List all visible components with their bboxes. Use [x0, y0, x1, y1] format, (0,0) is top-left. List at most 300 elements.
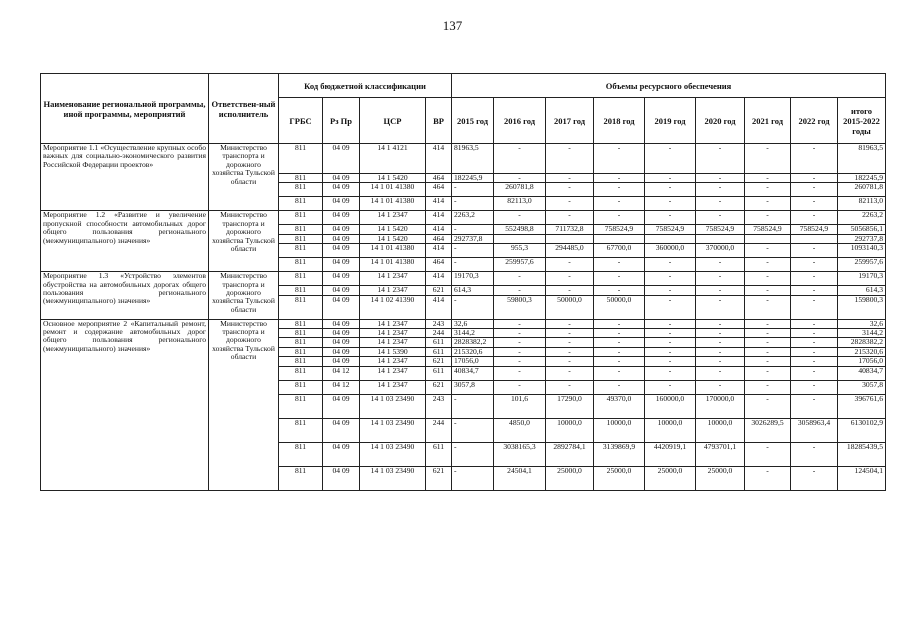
amount-cell: - [745, 466, 791, 490]
code-cell: 621 [426, 466, 452, 490]
amount-cell: - [494, 319, 546, 328]
amount-cell: - [594, 329, 645, 338]
header-year: 2018 год [594, 98, 645, 144]
amount-cell: - [791, 286, 838, 295]
amount-cell: 3057,8 [838, 380, 886, 394]
header-total: итого 2015-2022 годы [838, 98, 886, 144]
code-cell: 811 [279, 225, 323, 234]
amount-cell: - [594, 272, 645, 286]
program-name: Мероприятие 1.1 «Осуществление крупных особо важных для социально-экономического развития Российской Федерации проектов» [41, 144, 209, 211]
amount-cell: 101,6 [494, 394, 546, 418]
code-cell: 464 [426, 234, 452, 243]
amount-cell: - [696, 295, 745, 319]
amount-cell: - [494, 357, 546, 366]
code-cell: 414 [426, 225, 452, 234]
amount-cell: - [546, 286, 594, 295]
code-cell: 04 09 [323, 418, 360, 442]
code-cell: 04 09 [323, 174, 360, 183]
code-cell: 14 1 2347 [360, 380, 426, 394]
amount-cell: 3057,8 [452, 380, 494, 394]
code-cell: 811 [279, 183, 323, 197]
amount-cell: - [696, 211, 745, 225]
amount-cell: - [745, 329, 791, 338]
table-row [41, 211, 886, 225]
amount-cell: 2828382,2 [452, 338, 494, 347]
amount-cell: - [791, 347, 838, 356]
code-cell: 811 [279, 418, 323, 442]
code-cell: 04 09 [323, 329, 360, 338]
amount-cell: 3139869,9 [594, 442, 645, 466]
code-cell: 611 [426, 338, 452, 347]
code-cell: 464 [426, 174, 452, 183]
code-cell: 243 [426, 319, 452, 328]
amount-cell: 82113,0 [838, 197, 886, 211]
amount-cell: 81963,5 [838, 144, 886, 174]
code-cell: 04 12 [323, 380, 360, 394]
amount-cell: - [745, 366, 791, 380]
amount-cell: - [494, 286, 546, 295]
amount-cell: - [594, 286, 645, 295]
amount-cell: - [452, 442, 494, 466]
executor: Министерство транспорта и дорожного хозяйства Тульской области [209, 319, 279, 490]
amount-cell: - [791, 174, 838, 183]
amount-cell: - [494, 144, 546, 174]
code-cell: 04 09 [323, 286, 360, 295]
amount-cell: 396761,6 [838, 394, 886, 418]
amount-cell: - [791, 442, 838, 466]
amount-cell: - [645, 272, 696, 286]
amount-cell: 614,3 [838, 286, 886, 295]
code-cell: 04 09 [323, 272, 360, 286]
amount-cell: - [696, 319, 745, 328]
header-budget-code: Код бюджетной классификации [279, 74, 452, 98]
amount-cell: - [696, 347, 745, 356]
amount-cell: - [546, 183, 594, 197]
amount-cell: - [594, 380, 645, 394]
header-year: 2019 год [645, 98, 696, 144]
code-cell: 621 [426, 357, 452, 366]
code-cell: 244 [426, 329, 452, 338]
amount-cell: - [745, 319, 791, 328]
amount-cell: - [696, 366, 745, 380]
amount-cell: 360000,0 [645, 244, 696, 258]
amount-cell: 2263,2 [838, 211, 886, 225]
amount-cell: - [745, 211, 791, 225]
code-cell: 414 [426, 211, 452, 225]
amount-cell: 3144,2 [452, 329, 494, 338]
amount-cell: - [546, 329, 594, 338]
code-cell: 414 [426, 272, 452, 286]
amount-cell: - [546, 319, 594, 328]
amount-cell: 17056,0 [452, 357, 494, 366]
code-cell: 14 1 03 23490 [360, 466, 426, 490]
amount-cell: 4850,0 [494, 418, 546, 442]
amount-cell: 25000,0 [546, 466, 594, 490]
code-cell: 14 1 03 23490 [360, 418, 426, 442]
amount-cell: 67700,0 [594, 244, 645, 258]
amount-cell: 2263,2 [452, 211, 494, 225]
header-vr: ВР [426, 98, 452, 144]
amount-cell: - [696, 183, 745, 197]
amount-cell: - [546, 211, 594, 225]
amount-cell: - [494, 329, 546, 338]
amount-cell: - [791, 366, 838, 380]
code-cell: 14 1 2347 [360, 329, 426, 338]
amount-cell: - [452, 466, 494, 490]
code-cell: 811 [279, 366, 323, 380]
amount-cell: - [791, 295, 838, 319]
amount-cell: - [791, 244, 838, 258]
amount-cell: - [594, 197, 645, 211]
amount-cell: 10000,0 [546, 418, 594, 442]
amount-cell: 614,3 [452, 286, 494, 295]
amount-cell: 10000,0 [696, 418, 745, 442]
amount-cell: 758524,9 [594, 225, 645, 234]
code-cell: 244 [426, 418, 452, 442]
amount-cell: - [791, 329, 838, 338]
amount-cell: 3144,2 [838, 329, 886, 338]
amount-cell: - [745, 338, 791, 347]
amount-cell: - [696, 380, 745, 394]
amount-cell: - [745, 174, 791, 183]
code-cell: 811 [279, 338, 323, 347]
amount-cell: - [696, 174, 745, 183]
amount-cell: 10000,0 [594, 418, 645, 442]
amount-cell: - [546, 174, 594, 183]
table-row [41, 272, 886, 286]
header-program: Наименование региональной программы, иной программы, мероприятий [41, 74, 209, 144]
amount-cell: - [745, 442, 791, 466]
amount-cell [745, 234, 791, 243]
code-cell: 243 [426, 394, 452, 418]
header-resources: Объемы ресурсного обеспечения [452, 74, 886, 98]
amount-cell: - [494, 338, 546, 347]
amount-cell: - [791, 197, 838, 211]
amount-cell: - [645, 319, 696, 328]
amount-cell: 17290,0 [546, 394, 594, 418]
amount-cell: - [494, 174, 546, 183]
header-year: 2022 год [791, 98, 838, 144]
code-cell: 14 1 2347 [360, 272, 426, 286]
code-cell: 14 1 5390 [360, 347, 426, 356]
header-year: 2017 год [546, 98, 594, 144]
amount-cell: - [594, 366, 645, 380]
code-cell: 811 [279, 144, 323, 174]
code-cell: 414 [426, 144, 452, 174]
amount-cell: - [645, 329, 696, 338]
header-csr: ЦСР [360, 98, 426, 144]
amount-cell: - [745, 183, 791, 197]
amount-cell: - [452, 258, 494, 272]
amount-cell: - [452, 225, 494, 234]
code-cell: 14 1 4121 [360, 144, 426, 174]
code-cell: 414 [426, 244, 452, 258]
table-row [41, 144, 886, 174]
header-year: 2016 год [494, 98, 546, 144]
amount-cell: - [696, 258, 745, 272]
amount-cell: 758524,9 [645, 225, 696, 234]
amount-cell: - [452, 197, 494, 211]
amount-cell: 711732,8 [546, 225, 594, 234]
code-cell: 14 1 02 41390 [360, 295, 426, 319]
amount-cell: - [696, 357, 745, 366]
amount-cell: - [791, 466, 838, 490]
amount-cell: 124504,1 [838, 466, 886, 490]
amount-cell: 50000,0 [546, 295, 594, 319]
code-cell: 464 [426, 258, 452, 272]
amount-cell: 18285439,5 [838, 442, 886, 466]
header-year: 2015 год [452, 98, 494, 144]
amount-cell: 955,3 [494, 244, 546, 258]
code-cell: 14 1 2347 [360, 211, 426, 225]
code-cell: 14 1 2347 [360, 319, 426, 328]
code-cell: 04 12 [323, 366, 360, 380]
amount-cell: 25000,0 [696, 466, 745, 490]
code-cell: 04 09 [323, 144, 360, 174]
amount-cell: - [645, 197, 696, 211]
amount-cell: 10000,0 [645, 418, 696, 442]
amount-cell: - [745, 295, 791, 319]
executor: Министерство транспорта и дорожного хозяйства Тульской области [209, 144, 279, 211]
amount-cell: - [546, 380, 594, 394]
code-cell: 811 [279, 197, 323, 211]
amount-cell: - [452, 394, 494, 418]
page-number: 137 [442, 18, 463, 33]
amount-cell: 17056,0 [838, 357, 886, 366]
code-cell: 04 09 [323, 319, 360, 328]
amount-cell [494, 234, 546, 243]
code-cell: 04 09 [323, 234, 360, 243]
code-cell: 04 09 [323, 442, 360, 466]
code-cell: 811 [279, 394, 323, 418]
amount-cell: - [645, 380, 696, 394]
code-cell: 04 09 [323, 244, 360, 258]
amount-cell: 260781,8 [838, 183, 886, 197]
amount-cell: 2892784,1 [546, 442, 594, 466]
amount-cell: 370000,0 [696, 244, 745, 258]
amount-cell: 182245,9 [838, 174, 886, 183]
amount-cell: - [791, 380, 838, 394]
code-cell: 14 1 5420 [360, 234, 426, 243]
code-cell: 04 09 [323, 197, 360, 211]
amount-cell: 82113,0 [494, 197, 546, 211]
amount-cell: - [791, 357, 838, 366]
amount-cell: 1093140,3 [838, 244, 886, 258]
amount-cell: - [645, 144, 696, 174]
amount-cell: 19170,3 [452, 272, 494, 286]
amount-cell: - [791, 258, 838, 272]
amount-cell: 182245,9 [452, 174, 494, 183]
amount-cell [546, 234, 594, 243]
code-cell: 14 1 01 41380 [360, 183, 426, 197]
amount-cell [594, 234, 645, 243]
amount-cell: - [546, 197, 594, 211]
code-cell: 621 [426, 380, 452, 394]
amount-cell: - [645, 338, 696, 347]
amount-cell: - [791, 144, 838, 174]
amount-cell: 81963,5 [452, 144, 494, 174]
amount-cell: - [594, 174, 645, 183]
amount-cell: - [745, 272, 791, 286]
amount-cell: - [594, 183, 645, 197]
code-cell: 04 09 [323, 357, 360, 366]
amount-cell: 2828382,2 [838, 338, 886, 347]
amount-cell: - [696, 338, 745, 347]
budget-table [40, 73, 886, 491]
code-cell: 14 1 03 23490 [360, 394, 426, 418]
amount-cell [791, 234, 838, 243]
amount-cell: - [645, 211, 696, 225]
code-cell: 811 [279, 357, 323, 366]
amount-cell: 5056856,1 [838, 225, 886, 234]
code-cell: 811 [279, 329, 323, 338]
amount-cell: - [745, 244, 791, 258]
amount-cell: - [546, 258, 594, 272]
code-cell: 464 [426, 183, 452, 197]
code-cell: 811 [279, 466, 323, 490]
header-year: 2020 год [696, 98, 745, 144]
program-name: Мероприятие 1.2 «Развитие и увеличение пропускной способности автомобильных дорог общего пользования регионального (межмуниципального) значения» [41, 211, 209, 272]
code-cell: 14 1 2347 [360, 338, 426, 347]
amount-cell: - [791, 183, 838, 197]
amount-cell: - [452, 418, 494, 442]
amount-cell: 3038165,3 [494, 442, 546, 466]
amount-cell: - [452, 244, 494, 258]
amount-cell: 215320,6 [838, 347, 886, 356]
code-cell: 811 [279, 295, 323, 319]
amount-cell: - [594, 211, 645, 225]
amount-cell: - [594, 357, 645, 366]
amount-cell: 259957,6 [838, 258, 886, 272]
code-cell: 04 09 [323, 183, 360, 197]
amount-cell: 59800,3 [494, 295, 546, 319]
amount-cell: - [791, 211, 838, 225]
amount-cell: - [594, 319, 645, 328]
amount-cell: - [594, 338, 645, 347]
amount-cell: - [546, 144, 594, 174]
code-cell: 811 [279, 244, 323, 258]
amount-cell: - [645, 183, 696, 197]
amount-cell: - [791, 338, 838, 347]
amount-cell: - [546, 272, 594, 286]
amount-cell: - [745, 197, 791, 211]
code-cell: 04 09 [323, 347, 360, 356]
code-cell: 811 [279, 258, 323, 272]
amount-cell: - [645, 258, 696, 272]
amount-cell: 170000,0 [696, 394, 745, 418]
code-cell: 611 [426, 347, 452, 356]
amount-cell: - [546, 366, 594, 380]
code-cell: 04 09 [323, 211, 360, 225]
amount-cell: 4420919,1 [645, 442, 696, 466]
amount-cell: 40834,7 [452, 366, 494, 380]
amount-cell: 6130102,9 [838, 418, 886, 442]
code-cell: 14 1 01 41380 [360, 244, 426, 258]
amount-cell: - [594, 347, 645, 356]
amount-cell: - [791, 394, 838, 418]
amount-cell: 3026289,5 [745, 418, 791, 442]
code-cell: 14 1 5420 [360, 174, 426, 183]
amount-cell: - [645, 357, 696, 366]
amount-cell: 259957,6 [494, 258, 546, 272]
header-rzpr: Рз Пр [323, 98, 360, 144]
code-cell: 811 [279, 286, 323, 295]
amount-cell: - [594, 258, 645, 272]
amount-cell: - [696, 144, 745, 174]
amount-cell: 758524,9 [745, 225, 791, 234]
amount-cell [645, 234, 696, 243]
amount-cell: 49370,0 [594, 394, 645, 418]
code-cell: 04 09 [323, 225, 360, 234]
amount-cell: - [791, 272, 838, 286]
amount-cell: - [546, 347, 594, 356]
amount-cell: 4793701,1 [696, 442, 745, 466]
code-cell: 04 09 [323, 466, 360, 490]
amount-cell [696, 234, 745, 243]
amount-cell: 292737,8 [838, 234, 886, 243]
amount-cell: - [745, 357, 791, 366]
amount-cell: 260781,8 [494, 183, 546, 197]
amount-cell: 292737,8 [452, 234, 494, 243]
amount-cell: - [745, 347, 791, 356]
amount-cell: 32,6 [838, 319, 886, 328]
amount-cell: - [494, 380, 546, 394]
code-cell: 811 [279, 442, 323, 466]
amount-cell: - [645, 366, 696, 380]
amount-cell: 19170,3 [838, 272, 886, 286]
amount-cell: 215320,6 [452, 347, 494, 356]
amount-cell: - [745, 144, 791, 174]
amount-cell: 32,6 [452, 319, 494, 328]
amount-cell: - [645, 286, 696, 295]
amount-cell: - [696, 197, 745, 211]
header-year: 2021 год [745, 98, 791, 144]
amount-cell: - [745, 286, 791, 295]
code-cell: 611 [426, 442, 452, 466]
amount-cell: 40834,7 [838, 366, 886, 380]
program-name: Основное мероприятие 2 «Капитальный ремонт, ремонт и содержание автомобильных дорог общего пользования регионального (межмуниципального) значения» [41, 319, 209, 490]
header-grbs: ГРБС [279, 98, 323, 144]
code-cell: 04 09 [323, 295, 360, 319]
amount-cell: - [494, 272, 546, 286]
code-cell: 14 1 5420 [360, 225, 426, 234]
amount-cell: 25000,0 [594, 466, 645, 490]
amount-cell: - [452, 295, 494, 319]
code-cell: 14 1 03 23490 [360, 442, 426, 466]
code-cell: 811 [279, 211, 323, 225]
code-cell: 811 [279, 347, 323, 356]
amount-cell: - [696, 286, 745, 295]
amount-cell: - [546, 338, 594, 347]
amount-cell: - [546, 357, 594, 366]
amount-cell: - [645, 347, 696, 356]
amount-cell: - [745, 394, 791, 418]
executor: Министерство транспорта и дорожного хозяйства Тульской области [209, 211, 279, 272]
code-cell: 04 09 [323, 258, 360, 272]
code-cell: 414 [426, 295, 452, 319]
code-cell: 14 1 2347 [360, 366, 426, 380]
amount-cell: - [494, 211, 546, 225]
amount-cell: 160000,0 [645, 394, 696, 418]
amount-cell: 758524,9 [696, 225, 745, 234]
header-executor: Ответствен-ный исполнитель [209, 74, 279, 144]
amount-cell: - [791, 319, 838, 328]
code-cell: 811 [279, 174, 323, 183]
amount-cell: - [494, 366, 546, 380]
amount-cell: - [452, 183, 494, 197]
amount-cell: - [745, 380, 791, 394]
amount-cell: 294485,0 [546, 244, 594, 258]
